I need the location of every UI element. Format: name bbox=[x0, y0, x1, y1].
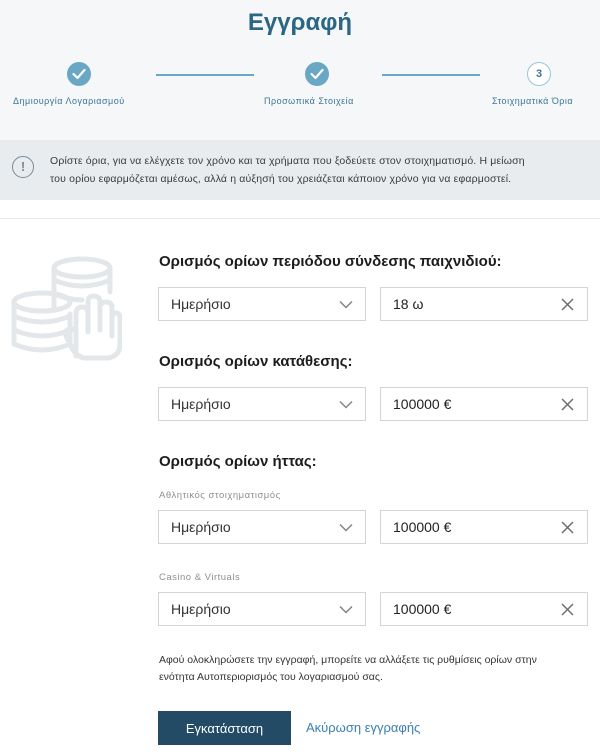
input-value: 100000 € bbox=[393, 519, 452, 535]
clear-icon[interactable] bbox=[561, 298, 574, 311]
step-2-label: Προσωπικά Στοιχεία bbox=[264, 96, 354, 106]
select-value: Ημερήσιο bbox=[171, 296, 231, 312]
registration-header bbox=[0, 0, 600, 140]
exclamation-icon: ! bbox=[12, 156, 34, 178]
clear-icon[interactable] bbox=[561, 603, 574, 616]
clear-icon[interactable] bbox=[561, 521, 574, 534]
step-3-circle bbox=[527, 62, 551, 86]
deposit-limit-title: Ορισμός ορίων κατάθεσης: bbox=[159, 353, 353, 370]
input-value: 100000 € bbox=[393, 396, 452, 412]
page-title: Εγγραφή bbox=[247, 9, 353, 36]
loss-limit-title: Ορισμός ορίων ήττας: bbox=[159, 453, 317, 470]
step-3-number: 3 bbox=[535, 68, 543, 80]
coins-hand-icon bbox=[10, 252, 122, 362]
submit-button[interactable]: Εγκατάσταση bbox=[158, 711, 291, 745]
session-limit-title: Ορισμός ορίων περιόδου σύνδεσης παιχνιδιού: bbox=[159, 253, 502, 270]
chevron-down-icon bbox=[339, 300, 353, 309]
check-icon bbox=[310, 68, 324, 80]
sports-loss-limit-input[interactable] bbox=[380, 510, 588, 544]
deposit-limit-input[interactable] bbox=[380, 387, 588, 421]
step-1-label: Δημιουργία Λογαριασμού bbox=[13, 96, 125, 106]
casino-period-select[interactable] bbox=[158, 592, 366, 626]
select-value: Ημερήσιο bbox=[171, 396, 231, 412]
select-value: Ημερήσιο bbox=[171, 601, 231, 617]
sports-period-select[interactable] bbox=[158, 510, 366, 544]
input-value: 100000 € bbox=[393, 601, 452, 617]
session-period-select[interactable] bbox=[158, 287, 366, 321]
deposit-period-select[interactable] bbox=[158, 387, 366, 421]
step-connector bbox=[382, 74, 480, 76]
session-limit-input[interactable] bbox=[380, 287, 588, 321]
chevron-down-icon bbox=[339, 605, 353, 614]
step-connector bbox=[156, 74, 254, 76]
sports-betting-label: Αθλητικός στοιχηματισμός bbox=[159, 490, 281, 501]
divider bbox=[0, 218, 600, 219]
select-value: Ημερήσιο bbox=[171, 519, 231, 535]
chevron-down-icon bbox=[339, 523, 353, 532]
step-3-label: Στοιχηματικά Όρια bbox=[492, 96, 574, 106]
clear-icon[interactable] bbox=[561, 398, 574, 411]
casino-loss-limit-input[interactable] bbox=[380, 592, 588, 626]
info-banner bbox=[0, 140, 600, 200]
check-icon bbox=[72, 68, 86, 80]
cancel-registration-link[interactable]: Ακύρωση εγγραφής bbox=[306, 720, 421, 735]
step-2-circle bbox=[305, 62, 329, 86]
input-value: 18 ω bbox=[393, 296, 424, 312]
casino-virtuals-label: Casino & Virtuals bbox=[159, 572, 241, 583]
info-text: Ορίστε όρια, για να ελέγχετε τον χρόνο και τα χρήματα που ξοδεύετε στον στοιχηματισμό. Η μείωση του ορίου εφαρμόζεται αμέσως, αλλά η αύξησή του χρειάζεται κάποιον χρόνο για να εφαρμοστεί. bbox=[50, 155, 525, 185]
chevron-down-icon bbox=[339, 400, 353, 409]
footnote: Αφού ολοκληρώσετε την εγγραφή, μπορείτε να αλλάξετε τις ρυθμίσεις ορίων στην ενότητα Αυτοπεριορισμός του λογαριασμού σας. bbox=[159, 654, 537, 683]
step-1-circle bbox=[67, 62, 91, 86]
